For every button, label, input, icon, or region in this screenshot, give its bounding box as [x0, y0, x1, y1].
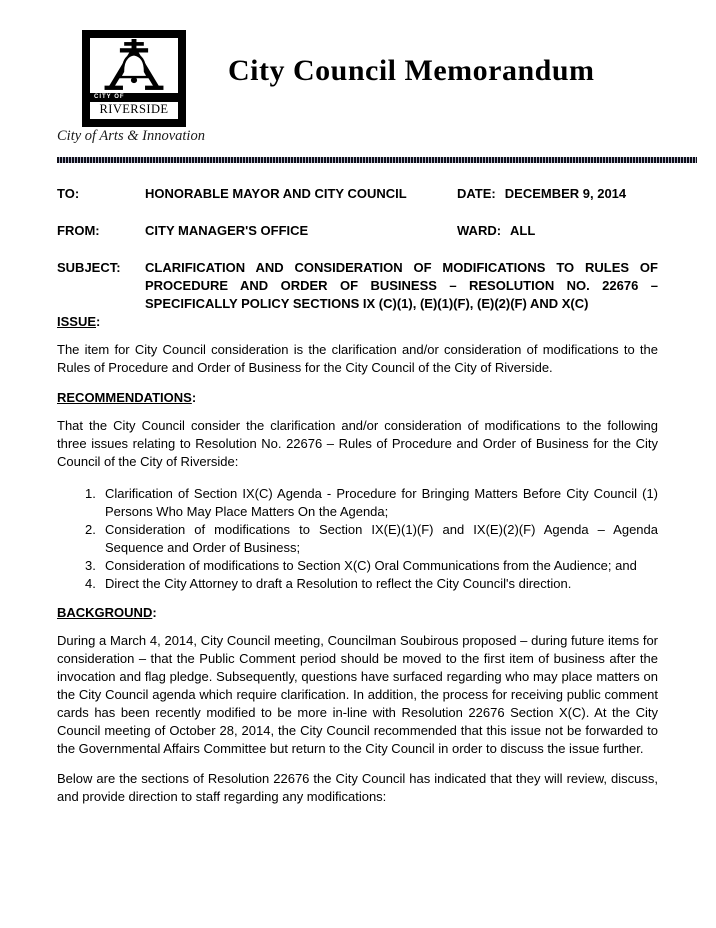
from-row — [57, 222, 658, 240]
recommendation-item — [57, 521, 658, 557]
recommendations-list — [57, 485, 658, 593]
item-text: Consideration of modifications to Section IX(E)(1)(F) and IX(E)(2)(F) Agenda – Agenda Sequence and Order of Business; — [105, 522, 658, 555]
logo-city-name: RIVERSIDE — [99, 102, 169, 116]
item-number: 3. — [85, 558, 96, 573]
memo-title: City Council Memorandum — [228, 54, 595, 87]
riverside-logo — [82, 30, 186, 127]
recommendation-item — [57, 485, 658, 521]
to-label: TO: — [57, 186, 80, 201]
to-value: HONORABLE MAYOR AND CITY COUNCIL — [145, 186, 407, 201]
to-row — [57, 185, 658, 203]
recommendations-intro: That the City Council consider the clarification and/or consideration of modifications to the following three issues relating to Resolution No. 22676 – Rules of Procedure and Order of Business for the City Council of the City of Riverside: — [57, 418, 658, 469]
background-paragraph-2: Below are the sections of Resolution 22676 the City Council has indicated that they will review, discuss, and provide direction to staff regarding any modifications: — [57, 771, 658, 804]
from-value: CITY MANAGER'S OFFICE — [145, 223, 309, 238]
item-number: 2. — [85, 522, 96, 537]
issue-heading: ISSUE: — [57, 314, 101, 329]
ward-value: ALL — [510, 223, 536, 238]
subject-label: SUBJECT: — [57, 260, 121, 275]
ward-label: WARD: — [457, 223, 502, 238]
item-text: Consideration of modifications to Section X(C) Oral Communications from the Audience; and — [105, 558, 637, 573]
date-label: DATE: — [457, 186, 496, 201]
ward-group — [457, 222, 535, 240]
recommendation-item — [57, 575, 658, 593]
memo-body — [57, 185, 658, 806]
issue-paragraph: The item for City Council consideration is the clarification and/or consideration of modifications to the Rules of Procedure and Order of Business for the City Council of the City of Riverside. — [57, 342, 658, 375]
item-number: 1. — [85, 486, 96, 501]
logo-city-of-label: CITY OF — [90, 93, 178, 102]
background-paragraph-1: During a March 4, 2014, City Council meeting, Councilman Soubirous proposed – during future items for consideration – that the Public Comment period should be moved to the first item of business after the invocation and flag pledge. Subsequently, questions have surfaced regarding who may place matters on the City Council agenda which require clarification. In addition, the process for receiving public comment cards has been recently modified to be more in-line with Resolution 22676 Section X(C). At the City Council meeting of October 28, 2014, the City Council recommended that this issue not be forwarded to the Governmental Affairs Committee but return to the City Council in order to discuss the issue further. — [57, 633, 658, 756]
item-number: 4. — [85, 576, 96, 591]
logo-tagline: City of Arts & Innovation — [57, 128, 205, 144]
raincross-bell-icon — [103, 39, 165, 93]
item-text: Direct the City Attorney to draft a Resolution to reflect the City Council's direction. — [105, 576, 572, 591]
recommendations-heading: RECOMMENDATIONS: — [57, 390, 197, 405]
header-divider — [57, 157, 697, 163]
subject-value: CLARIFICATION AND CONSIDERATION OF MODIFICATIONS TO RULES OF PROCEDURE AND ORDER OF BUSINESS – RESOLUTION NO. 22676 – SPECIFICALLY POLICY SECTIONS IX (C)(1), (E)(1)(F), (E)(2)(F) AND X(C) — [145, 260, 658, 311]
date-group — [457, 185, 626, 203]
recommendation-item — [57, 557, 658, 575]
subject-row — [57, 259, 658, 313]
background-heading: BACKGROUND: — [57, 605, 157, 620]
riverside-logo-inner — [90, 38, 178, 119]
item-text: Clarification of Section IX(C) Agenda - Procedure for Bringing Matters Before City Council (1) Persons Who May Place Matters On the Agenda; — [105, 486, 658, 519]
from-label: FROM: — [57, 223, 100, 238]
date-value: DECEMBER 9, 2014 — [504, 186, 627, 201]
